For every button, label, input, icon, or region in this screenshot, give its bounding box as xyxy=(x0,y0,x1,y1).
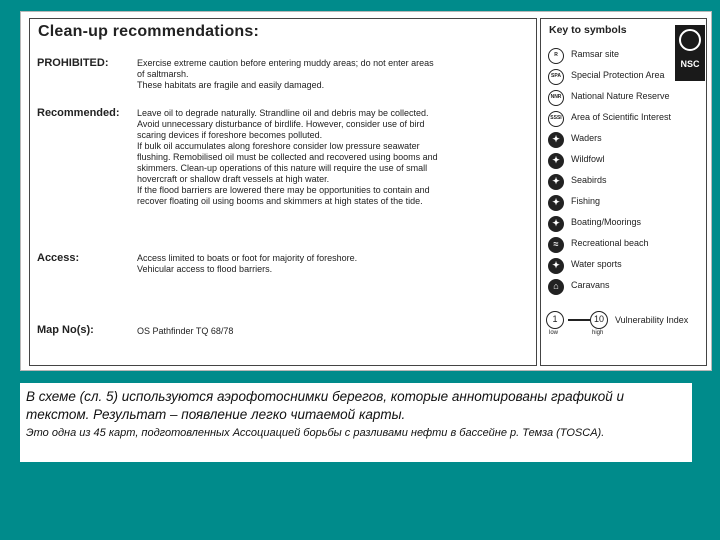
access-line: Access limited to boats or foot for majority of foreshore. xyxy=(137,253,358,263)
recreational-beach-icon: ≈ xyxy=(548,237,564,253)
caption-main: В схеме (сл. 5) используются аэрофотоснимки берегов, которые аннотированы графикой и текстом. Результат – появление легко читаемой карты. xyxy=(26,389,625,422)
waders-icon: ✦ xyxy=(548,132,564,148)
key-item-label: Area of Scientific Interest xyxy=(571,112,672,122)
key-item xyxy=(546,90,671,110)
key-item xyxy=(546,258,671,278)
recommended-line: If the flood barriers are lowered there may be opportunities to contain and xyxy=(137,185,430,195)
key-item-label: Ramsar site xyxy=(571,49,620,59)
wildfowl-icon: ✦ xyxy=(548,153,564,169)
access-text xyxy=(137,253,532,275)
key-item xyxy=(546,48,671,68)
slide-caption xyxy=(20,383,692,462)
tree-logo-icon xyxy=(679,29,701,51)
key-item xyxy=(546,174,671,194)
key-item xyxy=(546,195,671,215)
prohibited-line: Exercise extreme caution before entering muddy areas; do not enter areas xyxy=(137,58,434,68)
scientific-interest-icon: SSSI xyxy=(548,111,564,127)
key-item xyxy=(546,279,671,299)
caravans-icon: ⌂ xyxy=(548,279,564,295)
vulnerability-low-icon: 1 xyxy=(546,311,564,329)
vulnerability-label: Vulnerability Index xyxy=(615,315,689,325)
recommended-label: Recommended: xyxy=(37,107,120,119)
recommended-line: scaring devices if foreshore becomes polluted. xyxy=(137,130,323,140)
prohibited-label: PROHIBITED: xyxy=(37,57,109,69)
caption-note: Это одна из 45 карт, подготовленных Ассоциацией борьбы с разливами нефти в бассейне р. Темза (TOSCA). xyxy=(26,427,605,439)
vulnerability-high-label: high xyxy=(592,330,604,336)
recommended-line: skimmers. Clean-up operations of this nature will require the use of small xyxy=(137,163,428,173)
recommended-line: Avoid unnecessary disturbance of birdlife. However, consider use of bird xyxy=(137,119,425,129)
water-sports-icon: ✦ xyxy=(548,258,564,274)
recommended-line: flushing. Remobilised oil must be collected and recovered using booms and xyxy=(137,152,438,162)
logo-text: NSC xyxy=(680,59,700,69)
clean-up-panel xyxy=(29,18,537,366)
panel-title: Clean-up recommendations: xyxy=(38,23,260,40)
nsc-logo xyxy=(675,25,705,81)
fishing-icon: ✦ xyxy=(548,195,564,211)
key-item-label: Fishing xyxy=(571,196,601,206)
key-item xyxy=(546,216,671,236)
key-item-label: Waders xyxy=(571,133,602,143)
recommended-text xyxy=(137,108,532,207)
recommended-line: recover floating oil using booms and skimmers at high states of the tide. xyxy=(137,196,423,206)
key-item xyxy=(546,132,671,152)
key-item xyxy=(546,237,671,257)
recommended-line: hovercraft or shallow draft vessels at high water. xyxy=(137,174,330,184)
vulnerability-dash xyxy=(568,319,590,321)
vulnerability-low-label: low xyxy=(549,330,559,336)
map-value: OS Pathfinder TQ 68/78 xyxy=(137,326,234,336)
special-protection-area-icon: SPA xyxy=(548,69,564,85)
key-item-label: National Nature Reserve xyxy=(571,91,670,101)
key-item-label: Caravans xyxy=(571,280,610,290)
access-label: Access: xyxy=(37,252,80,264)
recommended-line: Leave oil to degrade naturally. Strandline oil and debris may be collected. xyxy=(137,108,429,118)
prohibited-line: These habitats are fragile and easily damaged. xyxy=(137,80,325,90)
access-line: Vehicular access to flood barriers. xyxy=(137,264,273,274)
ramsar-site-icon: R xyxy=(548,48,564,64)
boating-moorings-icon: ✦ xyxy=(548,216,564,232)
key-item-label: Recreational beach xyxy=(571,238,649,248)
recommendation-sheet xyxy=(20,11,712,371)
prohibited-line: of saltmarsh. xyxy=(137,69,189,79)
key-item-label: Wildfowl xyxy=(571,154,605,164)
vulnerability-high-icon: 10 xyxy=(590,311,608,329)
key-item-label: Boating/Moorings xyxy=(571,217,642,227)
key-item-label: Special Protection Area xyxy=(571,70,665,80)
map-label: Map No(s): xyxy=(37,324,94,336)
key-item xyxy=(546,153,671,173)
key-item xyxy=(546,111,671,131)
key-item-label: Water sports xyxy=(571,259,622,269)
national-nature-reserve-icon: NNR xyxy=(548,90,564,106)
key-panel xyxy=(540,18,707,366)
recommended-line: If bulk oil accumulates along foreshore consider low pressure seawater xyxy=(137,141,420,151)
vulnerability-index xyxy=(546,311,706,341)
prohibited-text xyxy=(137,58,532,91)
key-title: Key to symbols xyxy=(549,24,627,36)
seabirds-icon: ✦ xyxy=(548,174,564,190)
key-item-label: Seabirds xyxy=(571,175,607,185)
key-item xyxy=(546,69,671,89)
